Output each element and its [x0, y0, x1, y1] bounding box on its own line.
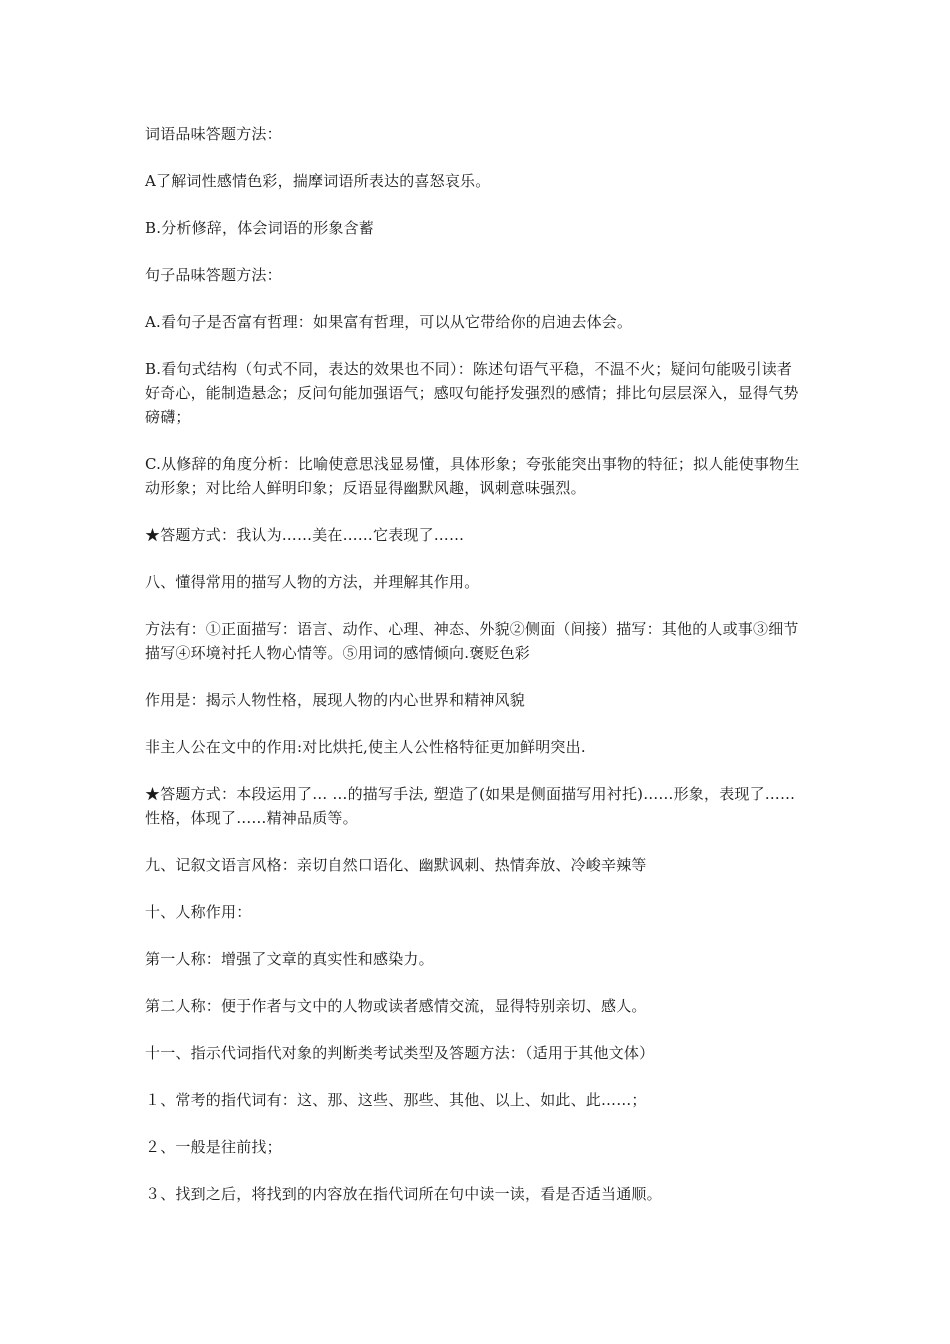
section-8-heading: 八、懂得常用的描写人物的方法，并理解其作用。	[145, 573, 480, 591]
section-10-heading: 十、人称作用：	[145, 903, 252, 921]
pronoun-item-2: ２、一般是往前找；	[145, 1138, 282, 1156]
pronoun-item-3: ３、找到之后，将找到的内容放在指代词所在句中读一读，看是否适当通顺。	[145, 1185, 662, 1203]
heading-word-analysis: 词语品味答题方法：	[145, 125, 282, 143]
sentence-method-a: A.看句子是否富有哲理：如果富有哲理，可以从它带给你的启迪去体会。	[145, 313, 633, 331]
first-person-effect: 第一人称：增强了文章的真实性和感染力。	[145, 950, 434, 968]
answer-format-description: ★答题方式：本段运用了… …的描写手法, 塑造了(如果是侧面描写用衬托)……形象，表现了……性格，体现了……精神品质等。	[145, 785, 796, 827]
sentence-method-c: C.从修辞的角度分析：比喻使意思浅显易懂，具体形象；夸张能突出事物的特征；拟人能使事物生动形象；对比给人鲜明印象；反语显得幽默风趣，讽刺意味强烈。	[145, 455, 800, 497]
description-methods: 方法有：①正面描写：语言、动作、心理、神态、外貌②侧面（间接）描写：其他的人或事③细节描写④环境衬托人物心情等。⑤用词的感情倾向.褒贬色彩	[145, 620, 799, 662]
word-method-a: A了解词性感情色彩，揣摩词语所表达的喜怒哀乐。	[145, 172, 491, 190]
heading-sentence-analysis: 句子品味答题方法：	[145, 266, 282, 284]
second-person-effect: 第二人称：便于作者与文中的人物或读者感情交流，显得特别亲切、感人。	[145, 997, 647, 1015]
pronoun-item-1: １、常考的指代词有：这、那、这些、那些、其他、以上、如此、此……；	[145, 1091, 647, 1109]
section-9-language-style: 九、记叙文语言风格：亲切自然口语化、幽默讽刺、热情奔放、冷峻辛辣等	[145, 856, 647, 874]
section-11-heading: 十一、指示代词指代对象的判断类考试类型及答题方法：（适用于其他文体）	[145, 1044, 655, 1062]
sentence-method-b: B.看句式结构（句式不同，表达的效果也不同）：陈述句语气平稳，不温不火；疑问句能吸引读者好奇心，能制造悬念；反问句能加强语气；感叹句能抒发强烈的感情；排比句层层深入，显得气势磅礴；	[145, 360, 799, 426]
word-method-b: B.分析修辞，体会词语的形象含蓄	[145, 219, 374, 237]
description-function: 作用是：揭示人物性格，展现人物的内心世界和精神风貌	[145, 691, 526, 709]
answer-format-sentence: ★答题方式：我认为……美在……它表现了……	[145, 526, 465, 544]
document-body	[145, 122, 805, 1229]
non-protagonist-function: 非主人公在文中的作用:对比烘托,使主人公性格特征更加鲜明突出.	[145, 738, 586, 756]
